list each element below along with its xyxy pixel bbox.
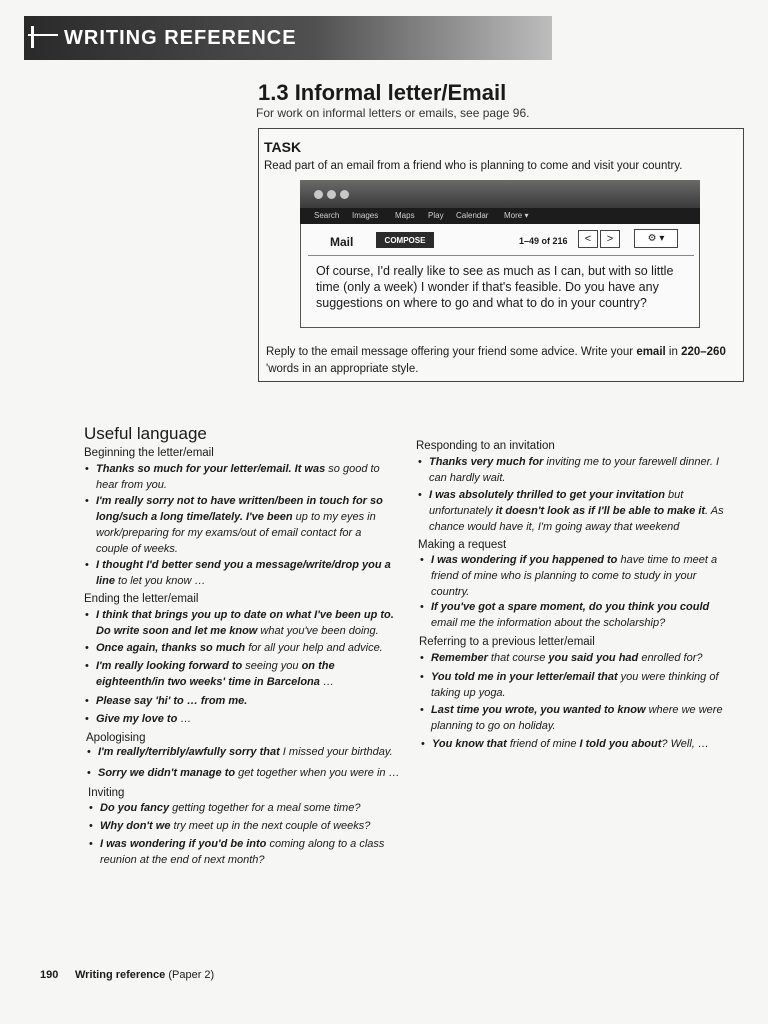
settings-gear-icon[interactable]: ⚙ ▾ xyxy=(634,229,678,248)
header-title: WRITING REFERENCE xyxy=(64,27,297,49)
list-item: • Do you fancy getting together for a meal some time? xyxy=(89,802,361,814)
list-item: • Thanks so much for your letter/email. It was so good to hear from you. xyxy=(85,463,380,491)
nav-images[interactable]: Images xyxy=(352,211,379,220)
task-label: TASK xyxy=(264,139,302,155)
nav-calendar[interactable]: Calendar xyxy=(456,211,489,220)
list-item: • Thanks very much for inviting me to your farewell dinner. I can hardly wait. xyxy=(418,456,720,484)
window-maximize-icon[interactable] xyxy=(340,190,349,199)
list-item: • I think that brings you up to date on what I've been up to. Do write soon and let me know what you've been doing. xyxy=(85,609,394,637)
right-heading-request: Making a request xyxy=(418,539,507,551)
list-item: • You told me in your letter/email that you were thinking of taking up yoga. xyxy=(420,671,719,699)
left-heading-inviting: Inviting xyxy=(88,787,125,799)
section-title: 1.3 Informal letter/Email xyxy=(258,80,507,105)
list-item: • Please say 'hi' to … from me. xyxy=(85,695,248,707)
list-item: • I'm really sorry not to have written/been in touch for so long/such a long time/lately. I've been up to my eyes in work/preparing for my exams/out of email contact for a couple of weeks. xyxy=(85,495,383,555)
nav-play[interactable]: Play xyxy=(428,211,444,220)
list-item: • Why don't we try meet up in the next couple of weeks? xyxy=(89,820,371,832)
list-item: • If you've got a spare moment, do you think you could email me the information about the scholarship? xyxy=(420,601,710,629)
task-intro: Read part of an email from a friend who is planning to come and visit your country. xyxy=(264,160,683,172)
nav-more[interactable]: More ▾ xyxy=(504,211,529,220)
list-item: • I thought I'd better send you a message/write/drop you a line to let you know … xyxy=(85,559,391,587)
left-heading-apologising: Apologising xyxy=(86,732,146,744)
email-body: Of course, I'd really like to see as much as I can, but with so little time (only a week) I wonder if that's feasible. Do you have any suggestions on where to go and what to do in your country? xyxy=(316,264,674,310)
left-heading-ending: Ending the letter/email xyxy=(84,593,199,605)
email-titlebar xyxy=(300,180,700,208)
list-item: • I was absolutely thrilled to get your invitation but unfortunately it doesn't look as if I'll be able to make it. As chance would have it, I'm going away that weekend xyxy=(418,489,724,533)
list-item: • Once again, thanks so much for all your help and advice. xyxy=(85,642,383,654)
list-item: • I was wondering if you'd be into coming along to a class reunion at the end of next month? xyxy=(89,838,385,866)
list-item: • You know that friend of mine I told you about? Well, … xyxy=(421,738,709,750)
list-item: • I'm really looking forward to seeing you on the eighteenth/in two weeks' time in Barcelona … xyxy=(85,660,335,688)
right-heading-referring: Referring to a previous letter/email xyxy=(419,636,595,648)
prev-page-button[interactable]: < xyxy=(578,230,598,248)
task-instruction: Reply to the email message offering your friend some advice. Write your email in 220–260 'words in an appropriate style. xyxy=(266,346,726,375)
mail-label: Mail xyxy=(330,235,354,249)
compose-button[interactable]: COMPOSE xyxy=(376,232,434,248)
window-close-icon[interactable] xyxy=(314,190,323,199)
list-item: • I was wondering if you happened to have time to meet a friend of mine who is planning to come to study in your country. xyxy=(420,554,718,598)
list-item: • Give my love to … xyxy=(85,713,192,725)
section-subtitle: For work on informal letters or emails, see page 96. xyxy=(256,106,530,120)
right-heading-responding: Responding to an invitation xyxy=(416,440,555,452)
next-page-button[interactable]: > xyxy=(600,230,620,248)
left-heading-beginning: Beginning the letter/email xyxy=(84,447,214,459)
nav-maps[interactable]: Maps xyxy=(395,211,415,220)
footer-label: Writing reference (Paper 2) xyxy=(75,969,215,981)
useful-language-title: Useful language xyxy=(84,424,207,443)
email-divider xyxy=(308,255,694,256)
list-item: • Sorry we didn't manage to get together when you were in … xyxy=(87,767,400,779)
page-number: 190 xyxy=(40,969,59,981)
list-item: • I'm really/terribly/awfully sorry that I missed your birthday. xyxy=(87,746,393,758)
window-minimize-icon[interactable] xyxy=(327,190,336,199)
reference-mark-icon xyxy=(28,22,58,52)
list-item: • Last time you wrote, you wanted to know where we were planning to go on holiday. xyxy=(420,704,723,732)
nav-search[interactable]: Search xyxy=(314,211,340,220)
list-item: • Remember that course you said you had enrolled for? xyxy=(420,652,703,664)
message-range: 1–49 of 216 xyxy=(519,236,568,246)
